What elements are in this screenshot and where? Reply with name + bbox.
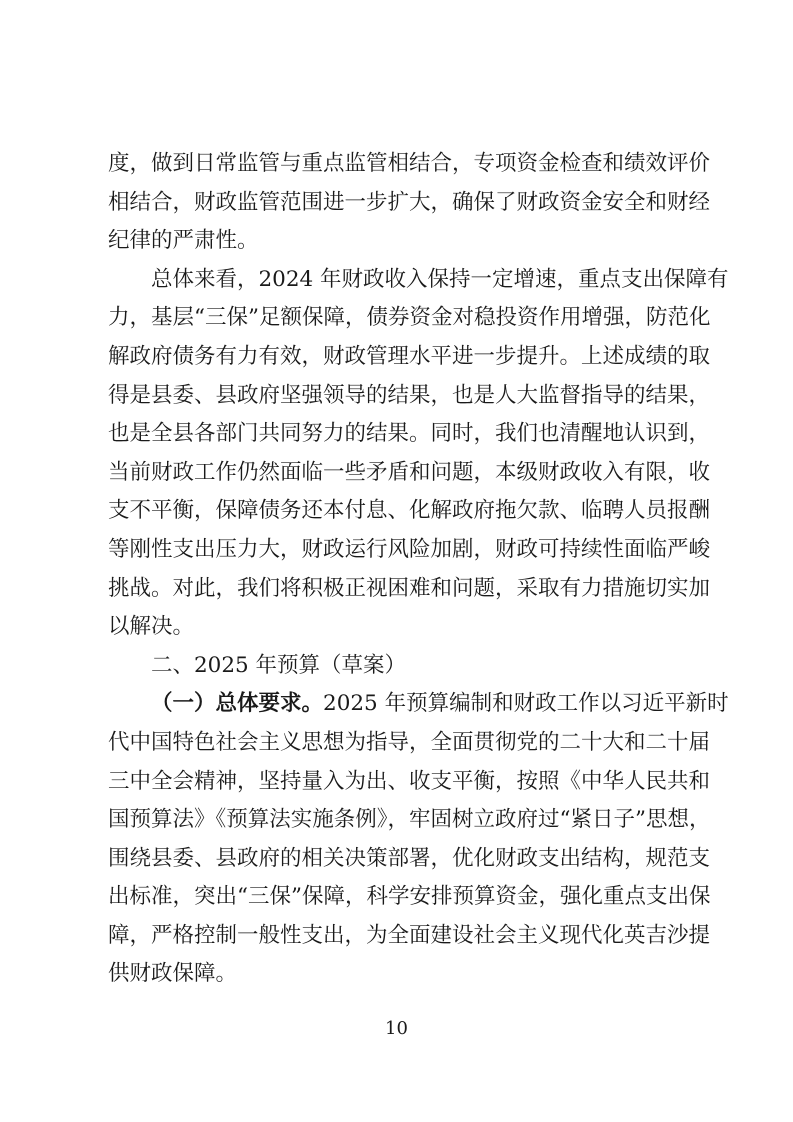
subheading-label: （一）总体要求。 xyxy=(151,691,324,717)
text-line: 代中国特色社会主义思想为指导，全面贯彻党的二十大和二十届 xyxy=(108,729,711,755)
text-line: 支不平衡，保障债务还本付息、化解政府拖欠款、临聘人员报酬 xyxy=(108,498,711,524)
text-line: 纪律的严肃性。 xyxy=(108,228,259,254)
text-line: 等刚性支出压力大，财政运行风险加剧，财政可持续性面临严峻 xyxy=(108,536,711,562)
paragraph-continuation xyxy=(108,145,711,261)
text-line: 三中全会精神，坚持量入为出、收支平衡，按照《中华人民共和 xyxy=(108,768,711,794)
paragraph-summary xyxy=(108,261,729,647)
text-line: 得是县委、县政府坚强领导的结果，也是人大监督指导的结果， xyxy=(108,382,711,408)
text-line xyxy=(108,685,729,724)
text-line: 度，做到日常监管与重点监管相结合，专项资金检查和绩效评价 xyxy=(108,151,711,176)
text-line: 也是全县各部门共同努力的结果。同时，我们也清醒地认识到， xyxy=(108,421,711,447)
text-line: 出标准，突出“三保”保障，科学安排预算资金，强化重点支出保 xyxy=(108,884,711,910)
text-line: 挑战。对此，我们将积极正视困难和问题，采取有力措施切实加 xyxy=(108,575,711,601)
text-line: 国预算法》《预算法实施条例》，牢固树立政府过“紧日子”思想， xyxy=(108,807,711,833)
text-line: 相结合，财政监管范围进一步扩大，确保了财政资金安全和财经 xyxy=(108,189,711,215)
paragraph-general-requirements xyxy=(108,685,729,994)
document-body xyxy=(108,145,729,994)
text-line: 障，严格控制一般性支出，为全面建设社会主义现代化英吉沙提 xyxy=(108,922,711,948)
text-line: 总体来看，2024 年财政收入保持一定增速，重点支出保障有 xyxy=(151,266,729,292)
text-line: 解政府债务有力有效，财政管理水平进一步提升。上述成绩的取 xyxy=(108,343,711,369)
text-line: 围绕县委、县政府的相关决策部署，优化财政支出结构，规范支 xyxy=(108,845,711,871)
text-line: 以解决。 xyxy=(108,614,195,640)
section-heading: 二、2025 年预算（草案） xyxy=(151,652,407,678)
text-line: 供财政保障。 xyxy=(108,961,238,987)
text-line: 力，基层“三保”足额保障，债券资金对稳投资作用增强，防范化 xyxy=(108,305,711,331)
text-run: 2025 年预算编制和财政工作以习近平新时 xyxy=(323,691,729,717)
text-line: 当前财政工作仍然面临一些矛盾和问题，本级财政收入有限，收 xyxy=(108,459,711,485)
page-number: 10 xyxy=(385,1018,408,1039)
